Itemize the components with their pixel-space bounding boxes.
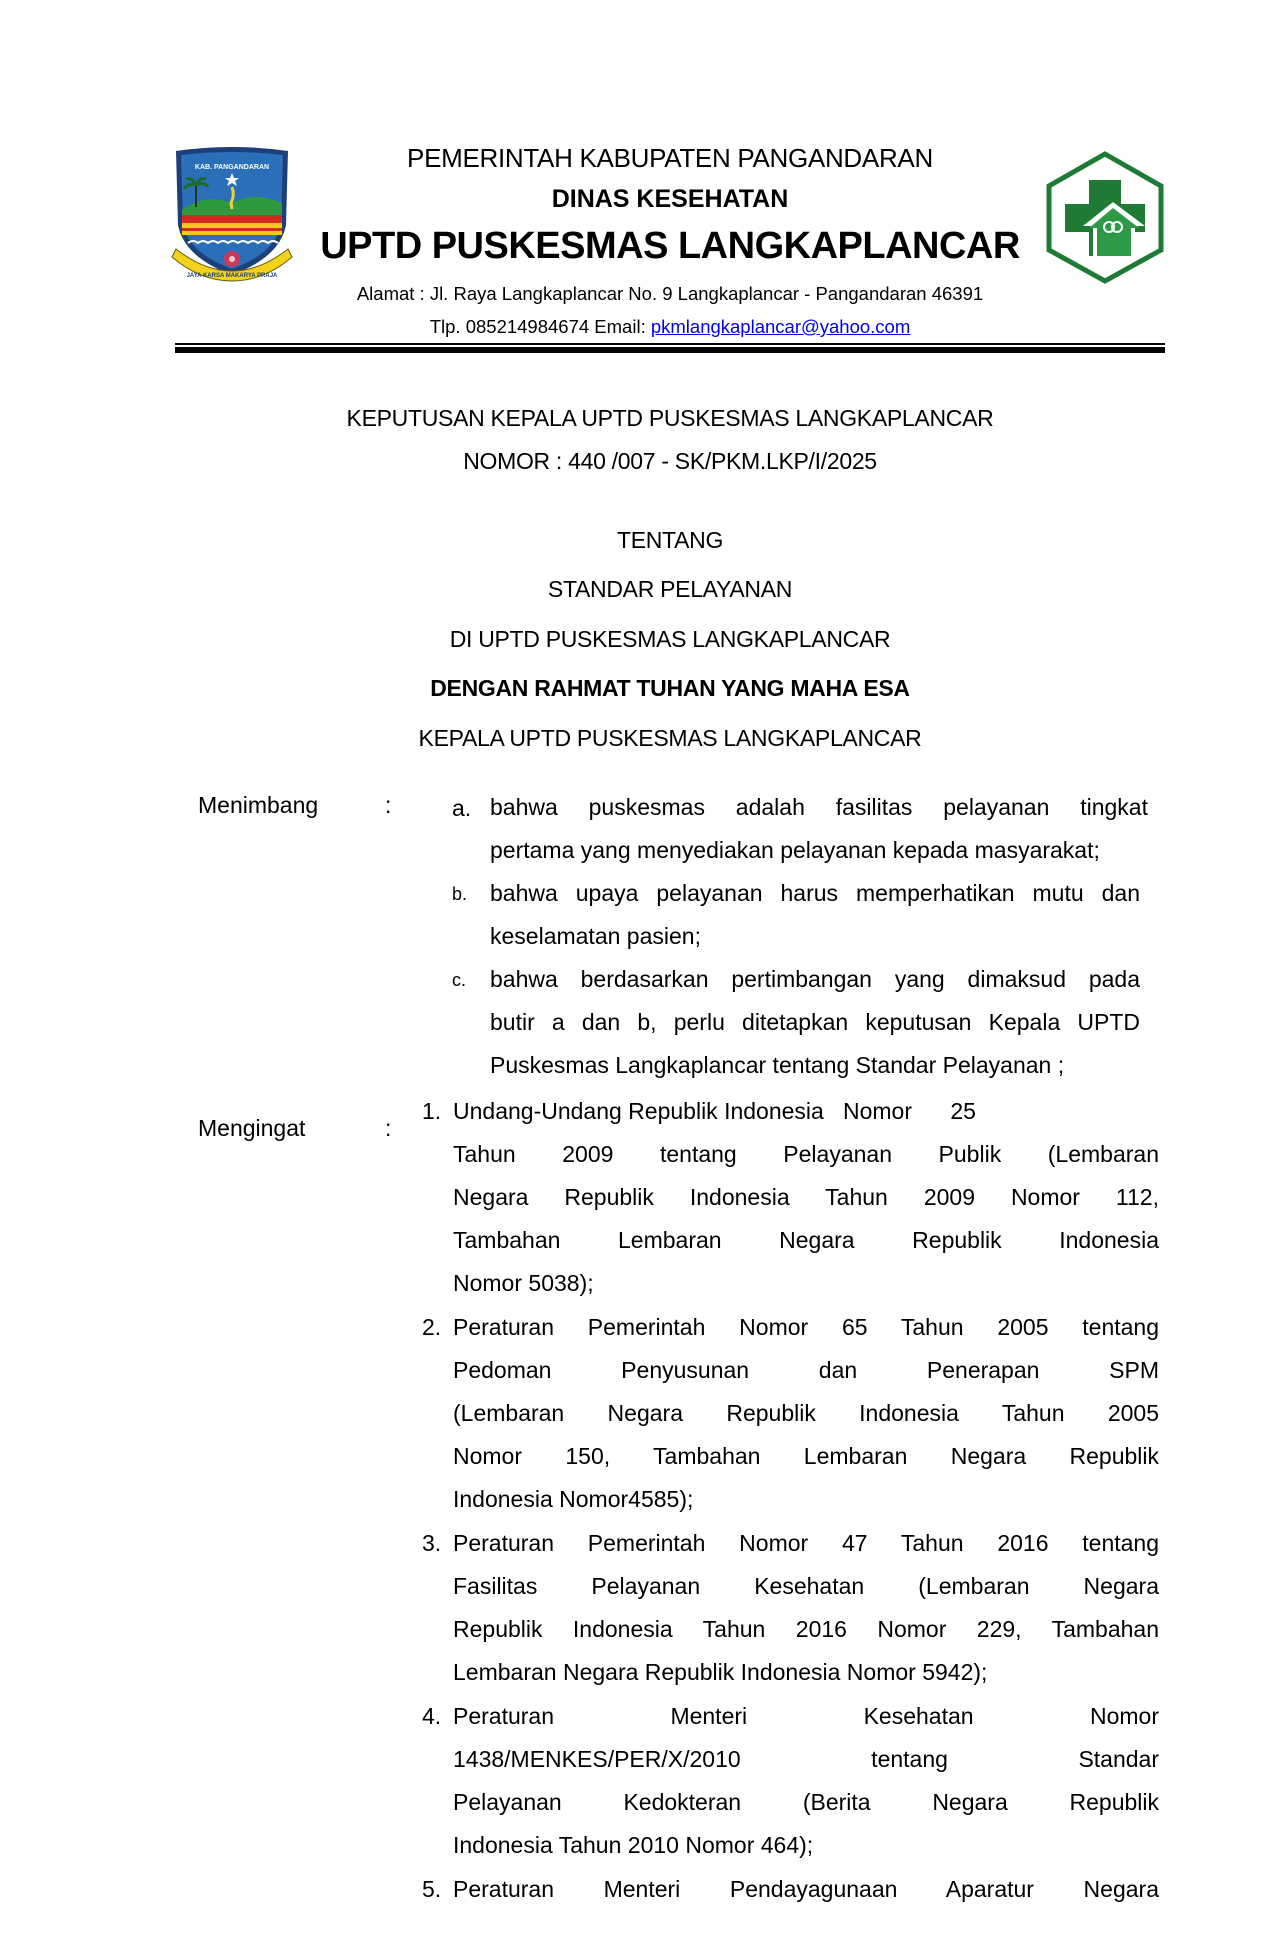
letterhead-rule-thick — [175, 347, 1165, 353]
email-link[interactable]: pkmlangkaplancar@yahoo.com — [650, 316, 911, 337]
menimbang-item-a — [490, 786, 1148, 872]
mengingat-marker-1: 1. — [422, 1098, 442, 1124]
invocation: DENGAN RAHMAT TUHAN YANG MAHA ESA — [430, 675, 910, 701]
emblem-motto-text: JAYA KARSA MAKARYA PRAJA — [186, 273, 278, 279]
text-line: Republik Indonesia Tahun 2016 Nomor 229, Tambahan — [453, 1616, 1159, 1642]
text-line: Pelayanan Kedokteran (Berita Negara Republik — [453, 1789, 1159, 1815]
text-line: (Lembaran Negara Republik Indonesia Tahun 2005 — [453, 1400, 1159, 1426]
letterhead-rule-thin — [175, 343, 1165, 345]
department-name: DINAS KESEHATAN — [551, 185, 789, 213]
menimbang-colon: : — [385, 792, 392, 818]
mengingat-item-3 — [453, 1522, 1159, 1694]
text-line: Fasilitas Pelayanan Kesehatan (Lembaran Negara — [453, 1573, 1159, 1599]
institution-name: UPTD PUSKESMAS LANGKAPLANCAR — [320, 225, 1020, 267]
mengingat-item-4 — [453, 1695, 1159, 1867]
decree-title: KEPUTUSAN KEPALA UPTD PUSKESMAS LANGKAPLANCAR — [346, 405, 994, 431]
mengingat-marker-5: 5. — [422, 1876, 442, 1902]
menimbang-label: Menimbang — [198, 792, 319, 818]
text-line: Indonesia Tahun 2010 Nomor 464); — [453, 1832, 814, 1858]
text-line: bahwa berdasarkan pertimbangan yang dimaksud pada — [490, 966, 1140, 992]
text-line: 1438/MENKES/PER/X/2010 tentang Standar — [453, 1746, 1159, 1772]
mengingat-marker-3: 3. — [422, 1530, 442, 1556]
text-line: Tambahan Lembaran Negara Republik Indonesia — [453, 1227, 1159, 1253]
menimbang-item-b — [490, 872, 1140, 958]
address-line: Alamat : Jl. Raya Langkaplancar No. 9 Langkaplancar - Pangandaran 46391 — [356, 283, 984, 304]
mengingat-marker-2: 2. — [422, 1314, 442, 1340]
puskesmas-hexagon-cross-icon — [1043, 150, 1167, 285]
mengingat-label: Mengingat — [198, 1115, 306, 1141]
issuer-line: KEPALA UPTD PUSKESMAS LANGKAPLANCAR — [418, 725, 922, 751]
text-line: Pedoman Penyusunan dan Penerapan SPM — [453, 1357, 1159, 1383]
text-line: Nomor 5038); — [453, 1270, 594, 1296]
text-line: Lembaran Negara Republik Indonesia Nomor 5942); — [453, 1659, 988, 1685]
menimbang-marker-a: a. — [452, 795, 472, 821]
text-line: Peraturan Menteri Pendayagunaan Aparatur Negara — [453, 1876, 1159, 1902]
menimbang-item-c — [490, 958, 1140, 1087]
subject-line: STANDAR PELAYANAN — [547, 576, 793, 602]
mengingat-marker-4: 4. — [422, 1703, 442, 1729]
kabupaten-pangandaran-emblem-icon — [170, 145, 294, 283]
text-line: Tahun 2009 tentang Pelayanan Publik (Lembaran — [453, 1141, 1159, 1167]
text-line: bahwa upaya pelayanan harus memperhatikan mutu dan — [490, 880, 1140, 906]
text-line: Undang-Undang Republik Indonesia Nomor 25 — [453, 1098, 976, 1124]
mengingat-item-2 — [453, 1306, 1159, 1521]
text-line: Puskesmas Langkaplancar tentang Standar Pelayanan ; — [490, 1052, 1065, 1078]
text-line: Nomor 150, Tambahan Lembaran Negara Republik — [453, 1443, 1159, 1469]
subject-location: DI UPTD PUSKESMAS LANGKAPLANCAR — [449, 626, 891, 652]
government-name: PEMERINTAH KABUPATEN PANGANDARAN — [407, 143, 933, 173]
text-line: butir a dan b, perlu ditetapkan keputusan Kepala UPTD — [490, 1009, 1140, 1035]
mengingat-item-5 — [453, 1868, 1159, 1911]
text-line: Peraturan Pemerintah Nomor 47 Tahun 2016 tentang — [453, 1530, 1159, 1556]
text-line: Negara Republik Indonesia Tahun 2009 Nomor 112, — [453, 1184, 1159, 1210]
menimbang-marker-c: c. — [452, 970, 467, 990]
text-line: Indonesia Nomor4585); — [453, 1486, 694, 1512]
text-line: pertama yang menyediakan pelayanan kepada masyarakat; — [490, 837, 1100, 863]
text-line: keselamatan pasien; — [490, 923, 701, 949]
text-line: bahwa puskesmas adalah fasilitas pelayanan tingkat — [490, 794, 1148, 820]
contact-line — [300, 316, 1040, 338]
text-line: Peraturan Pemerintah Nomor 65 Tahun 2005 tentang — [453, 1314, 1159, 1340]
mengingat-item-1 — [453, 1090, 1159, 1305]
about-heading: TENTANG — [616, 527, 724, 553]
decree-number: NOMOR : 440 /007 - SK/PKM.LKP/I/2025 — [463, 448, 877, 474]
text-line: Peraturan Menteri Kesehatan Nomor — [453, 1703, 1159, 1729]
phone-text: Tlp. 085214984674 Email: — [429, 316, 651, 337]
emblem-banner-text: KAB. PANGANDARAN — [194, 164, 270, 171]
mengingat-colon: : — [385, 1115, 392, 1141]
menimbang-marker-b: b. — [452, 884, 468, 904]
